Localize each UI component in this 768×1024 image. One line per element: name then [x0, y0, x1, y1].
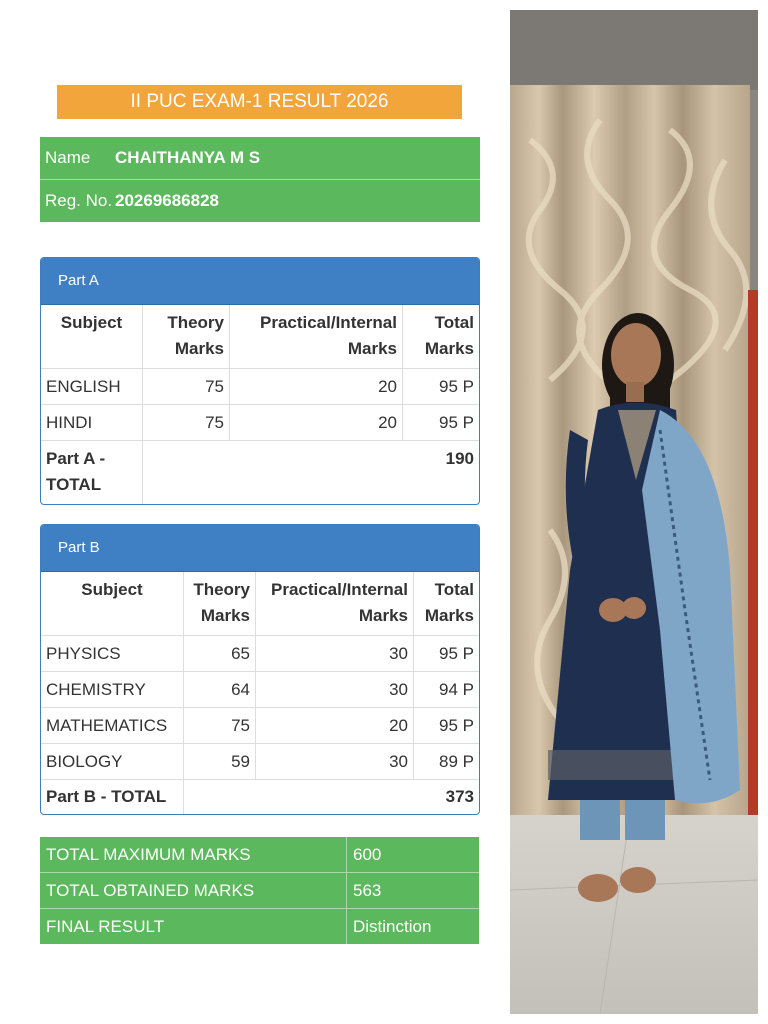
table-row	[41, 744, 479, 780]
theory-cell: 75	[184, 708, 256, 744]
subject-cell: HINDI	[41, 405, 143, 441]
total-cell: 95 P	[403, 405, 480, 441]
table-header-row	[41, 572, 479, 636]
student-photo	[510, 10, 758, 1014]
practical-column-header: Practical/Internal Marks	[230, 305, 403, 369]
name-label: Name	[45, 148, 91, 167]
student-info-card	[40, 137, 480, 222]
table-header-row	[41, 305, 479, 369]
part-a-total-row	[41, 441, 479, 505]
total-column-header: Total Marks	[403, 305, 480, 369]
part-b-total-row	[41, 780, 479, 815]
table-row	[41, 672, 479, 708]
subject-column-header: Subject	[41, 572, 184, 636]
table-row	[41, 369, 479, 405]
summary-value: 563	[353, 881, 382, 900]
total-cell: 95 P	[414, 708, 480, 744]
practical-cell: 20	[230, 369, 403, 405]
theory-cell: 64	[184, 672, 256, 708]
summary-row-max-marks	[40, 837, 479, 872]
summary-row-obtained-marks	[40, 872, 479, 908]
practical-cell: 30	[256, 636, 414, 672]
part-a-total-label: Part A - TOTAL	[41, 441, 143, 505]
part-b-total-label: Part B - TOTAL	[41, 780, 184, 815]
student-name: CHAITHANYA M S	[115, 148, 261, 167]
part-a-total-value: 190	[143, 441, 480, 505]
summary-value: 600	[353, 845, 382, 864]
total-cell: 89 P	[414, 744, 480, 780]
summary-row-final-result	[40, 908, 479, 944]
part-b-total-value: 373	[184, 780, 480, 815]
total-cell: 95 P	[403, 369, 480, 405]
part-a-header: Part A	[41, 258, 479, 305]
reg-no-value: 20269686828	[115, 191, 220, 210]
subject-cell: BIOLOGY	[41, 744, 184, 780]
theory-cell: 75	[143, 405, 230, 441]
part-a-table	[41, 305, 479, 504]
practical-cell: 30	[256, 744, 414, 780]
total-column-header: Total Marks	[414, 572, 480, 636]
practical-cell: 20	[230, 405, 403, 441]
reg-no-label: Reg. No.	[45, 191, 113, 210]
part-b-table	[41, 572, 479, 814]
subject-column-header: Subject	[41, 305, 143, 369]
summary-label: TOTAL OBTAINED MARKS	[40, 873, 347, 908]
summary-value: Distinction	[353, 917, 432, 936]
theory-cell: 59	[184, 744, 256, 780]
table-row	[41, 405, 479, 441]
part-b-card	[40, 524, 480, 815]
subject-cell: PHYSICS	[41, 636, 184, 672]
table-row	[41, 636, 479, 672]
theory-cell: 65	[184, 636, 256, 672]
theory-cell: 75	[143, 369, 230, 405]
student-reg-row	[40, 179, 480, 222]
practical-cell: 20	[256, 708, 414, 744]
theory-column-header: Theory Marks	[143, 305, 230, 369]
subject-cell: ENGLISH	[41, 369, 143, 405]
practical-cell: 30	[256, 672, 414, 708]
student-name-row	[40, 137, 480, 179]
table-row	[41, 708, 479, 744]
subject-cell: MATHEMATICS	[41, 708, 184, 744]
summary-label: FINAL RESULT	[40, 909, 347, 944]
part-a-card	[40, 257, 480, 505]
result-summary-table	[40, 837, 479, 944]
part-b-header: Part B	[41, 525, 479, 572]
theory-column-header: Theory Marks	[184, 572, 256, 636]
total-cell: 94 P	[414, 672, 480, 708]
result-title-banner: II PUC EXAM-1 RESULT 2026	[57, 85, 462, 119]
total-cell: 95 P	[414, 636, 480, 672]
practical-column-header: Practical/Internal Marks	[256, 572, 414, 636]
subject-cell: CHEMISTRY	[41, 672, 184, 708]
summary-label: TOTAL MAXIMUM MARKS	[40, 837, 347, 872]
